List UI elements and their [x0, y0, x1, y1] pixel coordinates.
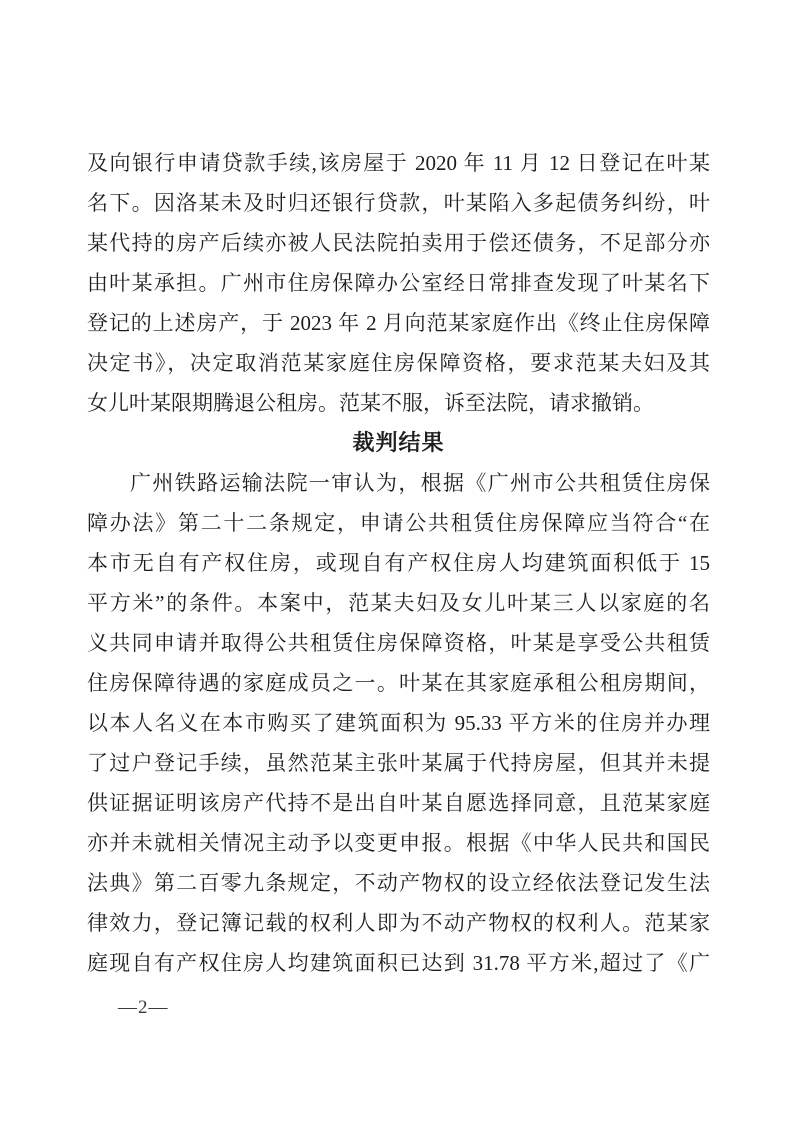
page-number: —2— [118, 997, 169, 1018]
document-body [87, 143, 710, 983]
text-line: 某代持的房产后续亦被人民法院拍卖用于偿还债务，不足部分亦 [87, 231, 710, 255]
text-line: 平方米”的条件。本案中，范某夫妇及女儿叶某三人以家庭的名 [87, 591, 710, 615]
text-line: 登记的上述房产，于 2023 年 2 月向范某家庭作出《终止住房保障 [87, 311, 710, 335]
text-line: 律效力，登记簿记载的权利人即为不动产物权的权利人。范某家 [87, 911, 710, 935]
text-line: 障办法》第二十二条规定，申请公共租赁住房保障应当符合“在 [87, 511, 710, 535]
text-line: 住房保障待遇的家庭成员之一。叶某在其家庭承租公租房期间， [87, 671, 710, 695]
text-line: 义共同申请并取得公共租赁住房保障资格，叶某是享受公共租赁 [87, 631, 710, 655]
text-line: 供证据证明该房产代持不是出自叶某自愿选择同意，且范某家庭 [87, 791, 710, 815]
text-line: 了过户登记手续，虽然范某主张叶某属于代持房屋，但其并未提 [87, 751, 710, 775]
text-line: 女儿叶某限期腾退公租房。范某不服，诉至法院，请求撤销。 [87, 391, 654, 415]
text-line: 名下。因洛某未及时归还银行贷款，叶某陷入多起债务纠纷，叶 [87, 191, 710, 215]
text-line: 庭现自有产权住房人均建筑面积已达到 31.78 平方米,超过了《广 [87, 951, 710, 975]
text-line: 由叶某承担。广州市住房保障办公室经日常排查发现了叶某名下 [87, 271, 710, 295]
text-line: 亦并未就相关情况主动予以变更申报。根据《中华人民共和国民 [87, 831, 710, 855]
text-line: 本市无自有产权住房，或现自有产权住房人均建筑面积低于 15 [87, 551, 710, 575]
text-line: 法典》第二百零九条规定，不动产物权的设立经依法登记发生法 [87, 871, 710, 895]
text-line: 及向银行申请贷款手续,该房屋于 2020 年 11 月 12 日登记在叶某 [87, 151, 710, 175]
text-line: 决定书》，决定取消范某家庭住房保障资格，要求范某夫妇及其 [87, 351, 710, 375]
text-line: 以本人名义在本市购买了建筑面积为 95.33 平方米的住房并办理 [87, 711, 710, 735]
text-line: 裁判结果 [352, 430, 445, 455]
text-line: 广州铁路运输法院一审认为，根据《广州市公共租赁住房保 [130, 471, 710, 495]
